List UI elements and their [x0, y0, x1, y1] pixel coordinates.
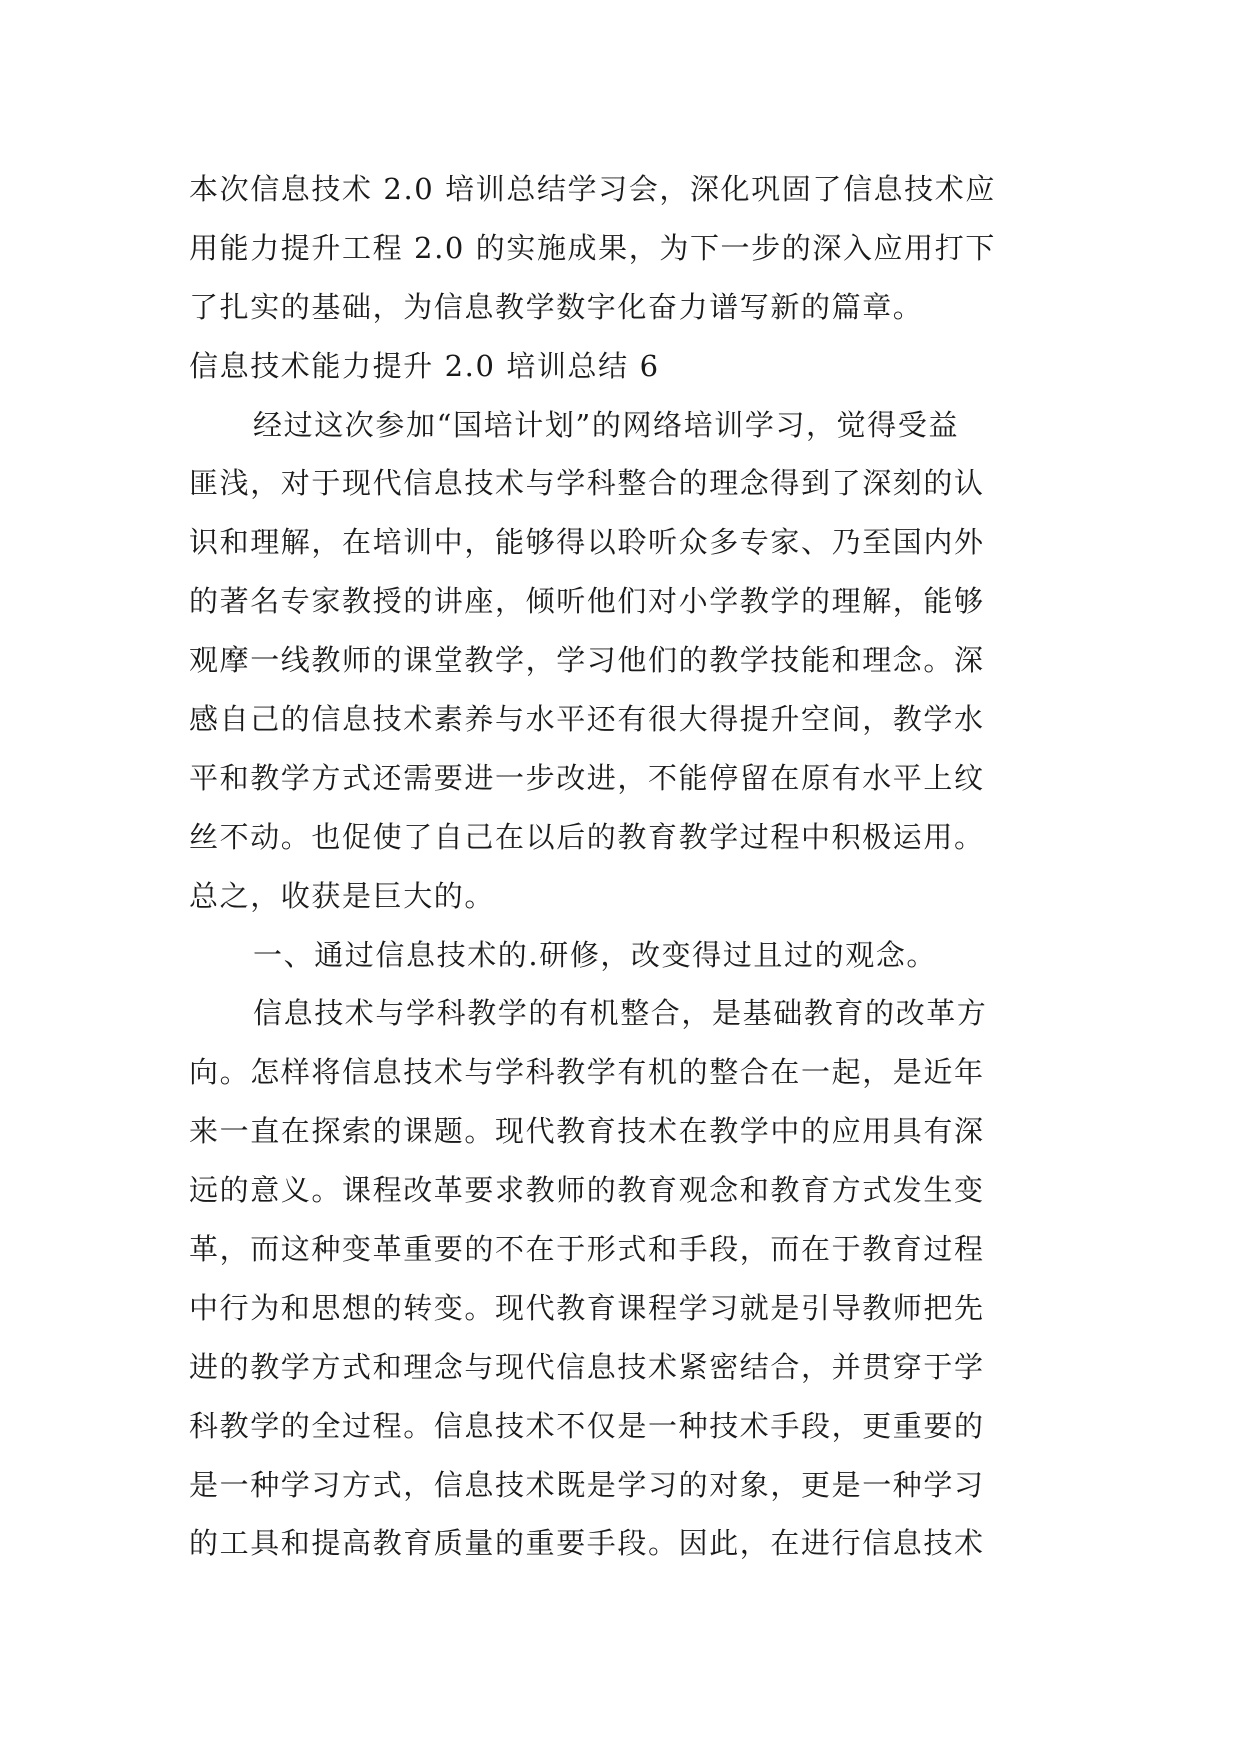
paragraph-line: 科教学的全过程。信息技术不仅是一种技术手段，更重要的 — [189, 1408, 985, 1443]
paragraph-line: 平和教学方式还需要进一步改进，不能停留在原有水平上纹 — [189, 760, 985, 795]
section-heading: 信息技术能力提升 2.0 培训总结 6 — [189, 348, 660, 383]
paragraph-line: 经过这次参加“国培计划”的网络培训学习，觉得受益 — [253, 407, 960, 442]
paragraph-line: 匪浅，对于现代信息技术与学科整合的理念得到了深刻的认 — [189, 466, 985, 501]
paragraph-line: 向。怎样将信息技术与学科教学有机的整合在一起，是近年 — [189, 1055, 985, 1090]
paragraph-line: 感自己的信息技术素养与水平还有很大得提升空间，教学水 — [189, 702, 985, 737]
paragraph-line: 中行为和思想的转变。现代教育课程学习就是引导教师把先 — [189, 1290, 985, 1325]
paragraph-line: 来一直在探索的课题。现代教育技术在教学中的应用具有深 — [189, 1114, 985, 1149]
paragraph-line: 的工具和提高教育质量的重要手段。因此，在进行信息技术 — [189, 1526, 985, 1561]
paragraph-line: 进的教学方式和理念与现代信息技术紧密结合，并贯穿于学 — [189, 1349, 985, 1384]
paragraph-line: 了扎实的基础，为信息教学数字化奋力谱写新的篇章。 — [189, 289, 924, 324]
paragraph-line: 识和理解，在培训中，能够得以聆听众多专家、乃至国内外 — [189, 525, 985, 560]
paragraph-line: 革，而这种变革重要的不在于形式和手段，而在于教育过程 — [189, 1232, 985, 1267]
paragraph-line: 丝不动。也促使了自己在以后的教育教学过程中积极运用。 — [189, 819, 985, 854]
paragraph-line: 远的意义。课程改革要求教师的教育观念和教育方式发生变 — [189, 1173, 985, 1208]
document-body — [189, 160, 1069, 1573]
subheading-line: 一、通过信息技术的.研修，改变得过且过的观念。 — [253, 937, 938, 972]
paragraph-line: 总之，收获是巨大的。 — [189, 878, 496, 913]
paragraph-line: 信息技术与学科教学的有机整合，是基础教育的改革方 — [253, 996, 988, 1031]
paragraph-line: 的著名专家教授的讲座，倾听他们对小学教学的理解，能够 — [189, 584, 985, 619]
paragraph-line: 观摩一线教师的课堂教学，学习他们的教学技能和理念。深 — [189, 643, 985, 678]
paragraph-line: 本次信息技术 2.0 培训总结学习会，深化巩固了信息技术应 — [189, 172, 996, 206]
paragraph-line: 用能力提升工程 2.0 的实施成果，为下一步的深入应用打下 — [189, 230, 996, 265]
paragraph-line: 是一种学习方式，信息技术既是学习的对象，更是一种学习 — [189, 1467, 985, 1502]
